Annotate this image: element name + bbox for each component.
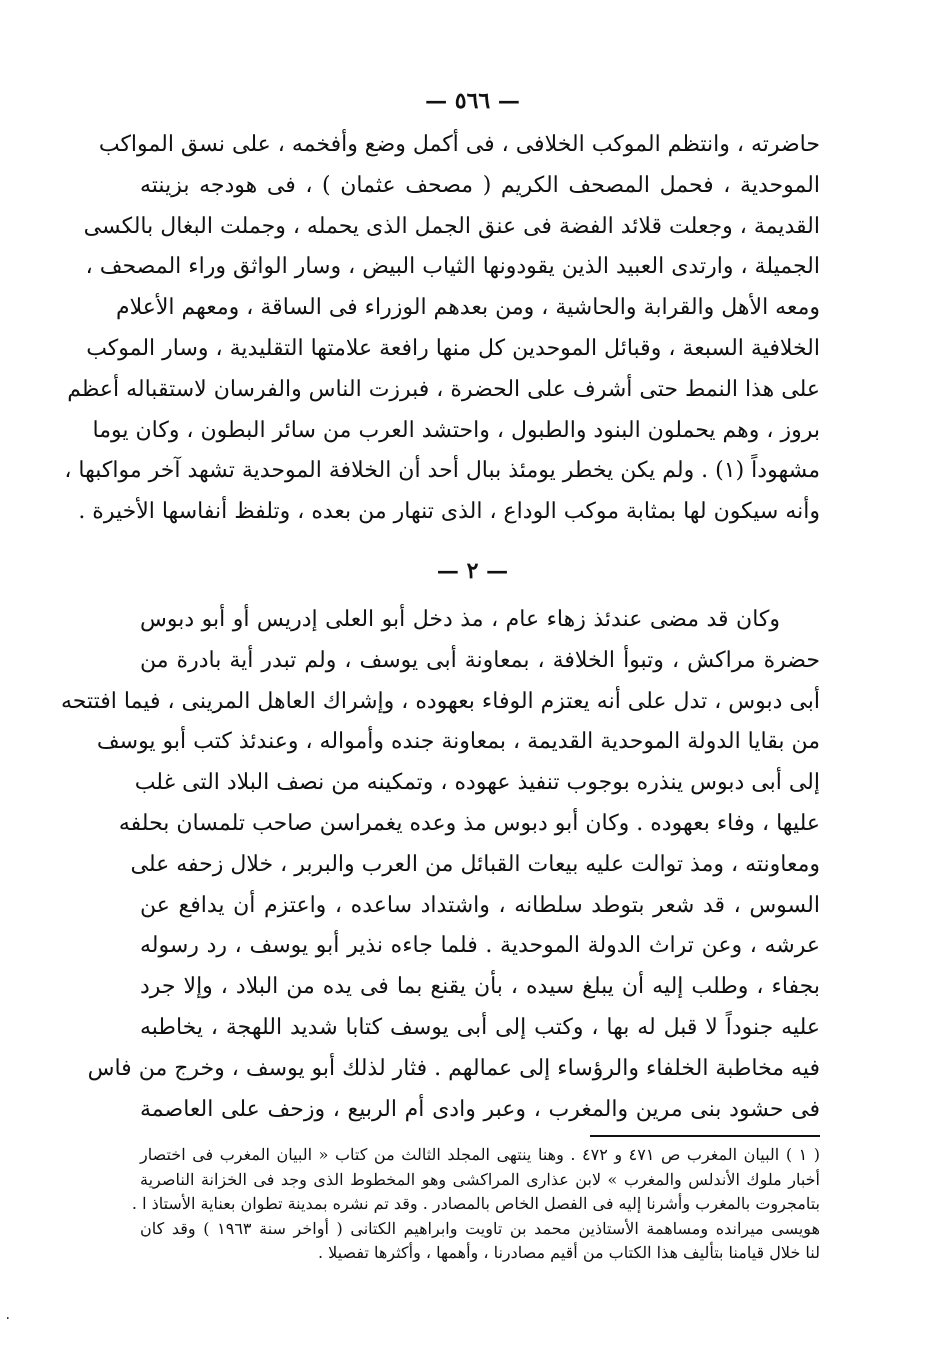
- text-line: الجميلة ، وارتدى العبيد الذين يقودونها الثياب البيض ، وسار الواثق وراء المصحف ،: [85, 254, 820, 280]
- footnote-line: هويسى ميرانده ومساهمة الأستاذين محمد بن تاويت وابراهيم الكتانى ( أواخر سنة ١٩٦٣ ) وقد كان: [140, 1218, 821, 1238]
- text-line: أبى دبوس ، تدل على أنه يعتزم الوفاء بعهوده ، وإشراك العاهل المرينى ، فيما افتتحه: [61, 688, 820, 714]
- paragraph-block-1: [64, 125, 820, 533]
- text-line: بروز ، وهم يحملون البنود والطبول ، واحتشد العرب من سائر البطون ، وكان يوما: [92, 417, 820, 443]
- text-line: على هذا النمط حتى أشرف على الحضرة ، فبرزت الناس والفرسان لاستقباله أعظم: [67, 376, 820, 402]
- footnote-divider: [590, 1135, 820, 1137]
- footnote-line: لنا خلال قيامنا بتأليف هذا الكتاب من أقيم مصادرنا ، وأهمها ، وأكثرها تفصيلا .: [318, 1243, 820, 1263]
- text-line: وكان قد مضى عندئذ زهاء عام ، مذ دخل أبو العلى إدريس أو أبو دبوس: [140, 607, 780, 632]
- margin-mark: ٠: [4, 1310, 12, 1326]
- footnotes: [131, 1143, 821, 1266]
- text-line: ومعاونته ، ومذ توالت عليه بيعات القبائل من العرب والبربر ، خلال زحفه على: [130, 851, 820, 877]
- text-line: فى حشود بنى مرين والمغرب ، وعبر وادى أم الربيع ، وزحف على العاصمة: [140, 1096, 821, 1122]
- text-line: ومعه الأهل والقرابة والحاشية ، ومن بعدهم الوزراء فى الساقة ، ومعهم الأعلام: [115, 295, 820, 321]
- text-line: الخلافية السبعة ، وقبائل الموحدين كل منها رافعة علامتها التقليدية ، وسار الموكب: [86, 335, 820, 361]
- text-line: من بقايا الدولة الموحدية القديمة ، بمعاونة جنده وأمواله ، وعندئذ كتب أبو يوسف: [96, 729, 820, 755]
- footnote-line: أخبار ملوك الأندلس والمغرب » لابن عذارى المراكشى وهو المخطوط الذى وجد فى الخزانة الناصرية: [140, 1169, 820, 1189]
- text-line: مشهوداً (١) . ولم يكن يخطر يومئذ ببال أحد أن الخلافة الموحدية تشهد آخر مواكبها ،: [64, 458, 820, 484]
- section-marker: — ٢ —: [436, 558, 509, 584]
- footnote-line: بتامجروت بالمغرب وأشرنا إليه فى الفصل الخاص بالمصادر . وقد تم نشره بمدينة تطوان بعناية الأستاذ ا .: [131, 1194, 820, 1214]
- text-line: حضرة مراكش ، وتبوأ الخلافة ، بمعاونة أبى يوسف ، ولم تبدر أية بادرة من: [140, 647, 820, 673]
- text-line: السوس ، قد شعر بتوطد سلطانه ، واشتداد ساعده ، واعتزم أن يدافع عن: [140, 892, 820, 918]
- text-line: الموحدية ، فحمل المصحف الكريم ( مصحف عثمان ) ، فى هودجه بزينته: [140, 172, 820, 198]
- text-line: عليها ، وفاء بعهوده . وكان أبو دبوس مذ وعده يغمراسن صاحب تلمسان بحلفه: [118, 810, 820, 836]
- text-line: بجفاء ، وطلب إليه أن يبلغ سيده ، بأن يقنع بما فى يده من البلاد ، وإلا جرد: [140, 974, 820, 1000]
- text-line: حاضرته ، وانتظم الموكب الخلافى ، فى أكمل وضع وأفخمه ، على نسق المواكب: [98, 132, 820, 157]
- text-line: عرشه ، وعن تراث الدولة الموحدية . فلما جاءه نذير أبو يوسف ، رد رسوله: [140, 933, 820, 959]
- text-line: وأنه سيكون لها بمثابة موكب الوداع ، الذى تنهار من بعده ، وتلفظ أنفاسها الأخيرة .: [78, 499, 820, 525]
- text-line: إلى أبى دبوس ينذره بوجوب تنفيذ عهوده ، وتمكينه من نصف البلاد التى غلب: [134, 770, 820, 796]
- text-line: عليه جنوداً لا قبل له بها ، وكتب إلى أبى يوسف كتابا شديد اللهجة ، يخاطبه: [140, 1014, 820, 1040]
- text-line: فيه مخاطبة الخلفاء والرؤساء إلى عمالهم . فثار لذلك أبو يوسف ، وخرج من فاس: [87, 1055, 820, 1081]
- text-line: القديمة ، وجعلت قلائد الفضة فى عنق الجمل الذى يحمله ، وجملت البغال بالكسى: [83, 213, 820, 239]
- paragraph-block-2: [61, 600, 821, 1130]
- footnote-line: ( ١ ) البيان المغرب ص ٤٧١ و ٤٧٢ . وهنا ينتهى المجلد الثالث من كتاب « البيان المغرب فى اختصار: [140, 1145, 821, 1164]
- page-number: — ٥٦٦ —: [425, 88, 520, 114]
